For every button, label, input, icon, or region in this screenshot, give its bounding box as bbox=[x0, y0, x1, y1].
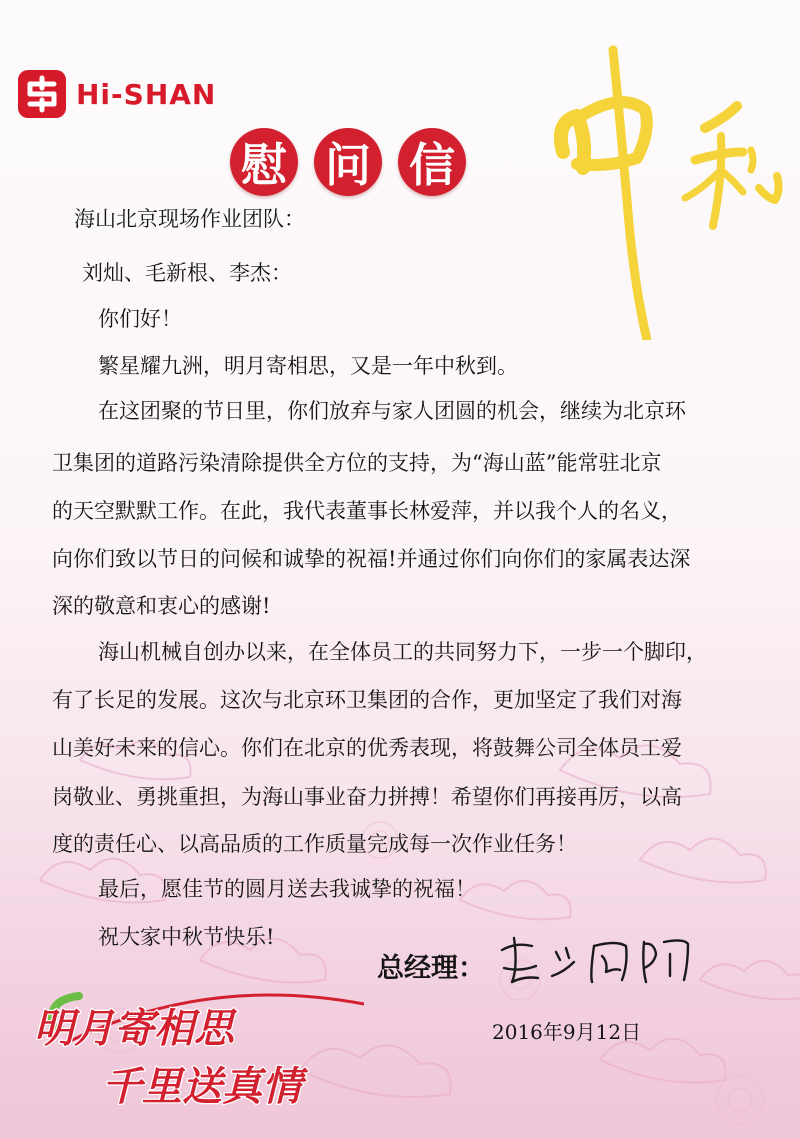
company-logo bbox=[18, 70, 216, 118]
paragraph-3-line: 有了长足的发展。这次与北京环卫集团的合作，更加坚定了我们对海 bbox=[52, 688, 682, 712]
brand-name: Hi-SHAN bbox=[76, 77, 217, 111]
paragraph-3-line: 度的责任心、以高品质的工作质量完成每一次作业任务！ bbox=[52, 832, 577, 856]
paragraph-3-line: 岗敬业、勇挑重担，为海山事业奋力拼搏！希望你们再接再厉，以高 bbox=[52, 785, 682, 809]
hi-shan-logo-icon bbox=[18, 70, 66, 118]
letter-date: 2016年9月12日 bbox=[492, 1020, 642, 1044]
paragraph-2-line: 深的敬意和衷心的感谢! bbox=[52, 594, 271, 618]
recipients: 刘灿、毛新根、李杰： bbox=[82, 261, 292, 285]
paragraph-2-line: 在这团聚的节日里，你们放弃与家人团圆的机会，继续为北京环 bbox=[98, 399, 686, 423]
slogan-line-2: 千里送真情 bbox=[102, 1064, 302, 1110]
greeting: 你们好！ bbox=[98, 307, 182, 331]
closing-wish: 最后，愿佳节的圆月送去我诚挚的祝福！ bbox=[98, 877, 476, 901]
paragraph-1: 繁星耀九洲，明月寄相思，又是一年中秋到。 bbox=[98, 354, 518, 378]
handwritten-signature bbox=[494, 928, 694, 998]
title-char-2: 问 bbox=[314, 128, 382, 196]
paragraph-2-line: 的天空默默工作。在此，我代表董事长林爱萍，并以我个人的名义， bbox=[52, 499, 682, 523]
paragraph-3-line: 海山机械自创办以来，在全体员工的共同努力下，一步一个脚印， bbox=[98, 640, 707, 664]
slogan-artwork bbox=[24, 990, 364, 1120]
paragraph-2-line: 卫集团的道路污染清除提供全方位的支持，为“海山蓝”能常驻北京 bbox=[52, 451, 662, 475]
title-char-3: 信 bbox=[398, 128, 466, 196]
paragraph-3-line: 山美好未来的信心。你们在北京的优秀表现，将鼓舞公司全体员工爱 bbox=[52, 736, 682, 760]
mid-autumn-calligraphy bbox=[545, 40, 785, 340]
letter-title bbox=[230, 128, 466, 196]
salutation: 海山北京现场作业团队： bbox=[74, 207, 305, 231]
slogan-line-1: 明月寄相思 bbox=[34, 1006, 234, 1052]
title-char-1: 慰 bbox=[230, 128, 298, 196]
paragraph-2-line: 向你们致以节日的问候和诚挚的祝福!并通过你们向你们的家属表达深 bbox=[52, 547, 691, 571]
signer-title: 总经理： bbox=[377, 953, 485, 984]
closing-greeting: 祝大家中秋节快乐! bbox=[98, 925, 275, 949]
